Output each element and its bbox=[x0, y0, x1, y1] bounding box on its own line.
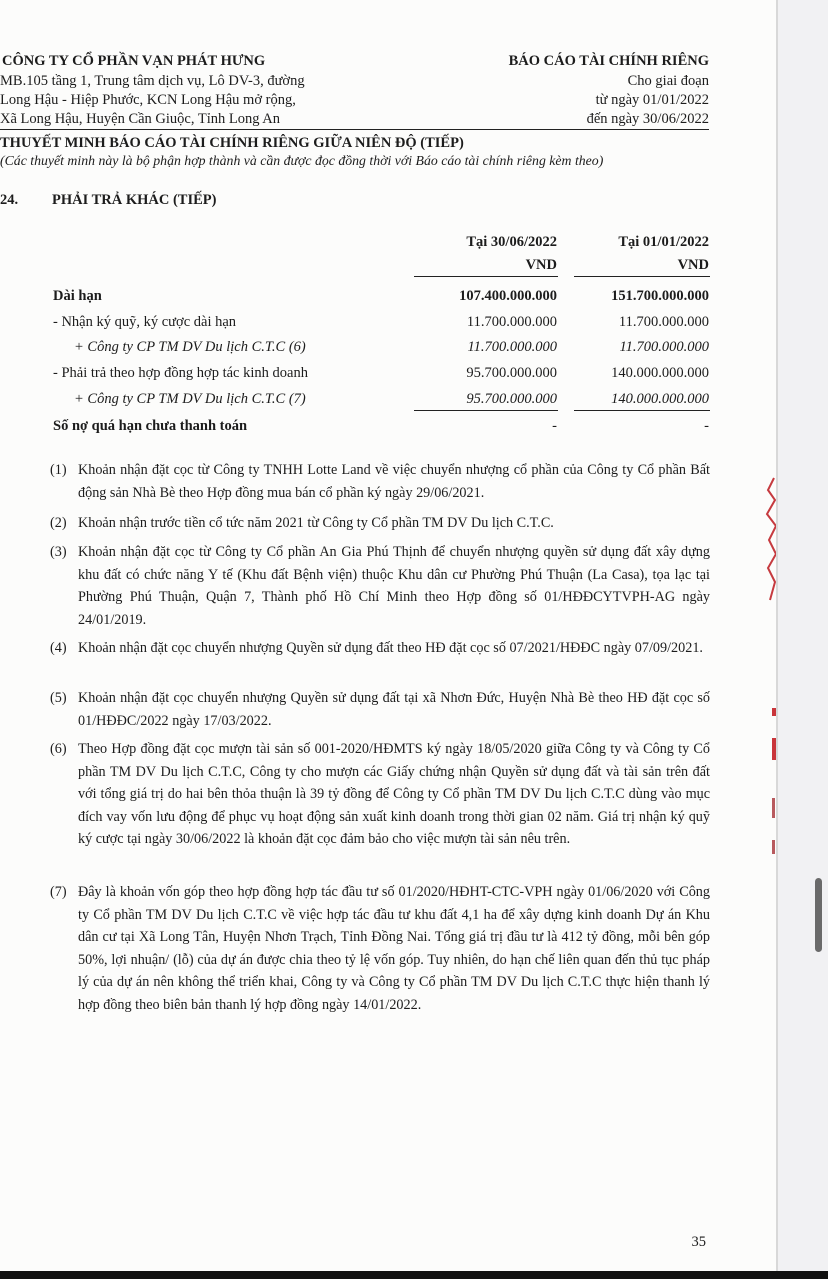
column-2-total-rule bbox=[574, 410, 710, 411]
note-4 bbox=[50, 637, 710, 660]
column-1-date: Tại 30/06/2022 bbox=[466, 234, 557, 250]
bottom-edge-bar bbox=[0, 1271, 828, 1279]
row-label-overdue: Số nợ quá hạn chưa thanh toán bbox=[53, 418, 248, 434]
report-period-line-2: từ ngày 01/01/2022 bbox=[595, 92, 709, 108]
note-3-text: Khoản nhận đặt cọc từ Công ty Cổ phần An Gia Phú Thịnh để chuyển nhượng quyền sử dụng đất xây dựng khu đất có chức năng Y tế (Khu đất Bệnh viện) thuộc Khu dân cư Phường Phú Thuận (La Casa), tọa lạc tại Phường Phú Thuận, Quận 7, Thành phố Hồ Chí Minh theo Hợp đồng số 01/HĐĐCYTVPH-AG ngày 24/01/2019. bbox=[78, 544, 710, 628]
column-2-underline bbox=[574, 276, 710, 277]
report-period-line-3: đến ngày 30/06/2022 bbox=[586, 111, 709, 127]
column-1-total-rule bbox=[414, 410, 558, 411]
stamp-fragment-4 bbox=[772, 840, 775, 854]
page-number: 35 bbox=[691, 1234, 706, 1250]
row-label-ctc-7: + Công ty CP TM DV Du lịch C.T.C (7) bbox=[74, 391, 306, 407]
report-title: BÁO CÁO TÀI CHÍNH RIÊNG bbox=[508, 53, 709, 69]
note-2-label: (2) bbox=[50, 515, 67, 531]
row-ctc-7-value-1: 95.700.000.000 bbox=[466, 391, 557, 407]
note-4-label: (4) bbox=[50, 640, 67, 656]
column-1-underline bbox=[414, 276, 558, 277]
report-period-line-1: Cho giai đoạn bbox=[627, 73, 709, 89]
section-title: PHẢI TRẢ KHÁC (TIẾP) bbox=[52, 192, 217, 208]
note-2-text: Khoản nhận trước tiền cổ tức năm 2021 từ Công ty Cổ phần TM DV Du lịch C.T.C. bbox=[78, 515, 554, 531]
row-ctc-7-value-2: 140.000.000.000 bbox=[611, 391, 709, 407]
row-bcc-payable-value-2: 140.000.000.000 bbox=[611, 365, 709, 381]
note-6-label: (6) bbox=[50, 741, 67, 757]
section-number: 24. bbox=[0, 192, 19, 208]
vertical-scrollbar[interactable] bbox=[815, 878, 822, 952]
company-address-line-1: MB.105 tầng 1, Trung tâm dịch vụ, Lô DV-3, đường bbox=[0, 73, 305, 89]
note-1-text: Khoản nhận đặt cọc từ Công ty TNHH Lotte Land về việc chuyển nhượng cổ phần của Công ty Cổ phần Bất động sản Nhà Bè theo Hợp đồng mua bán cổ phần ký ngày 29/06/2021. bbox=[78, 462, 710, 501]
notes-subtitle: (Các thuyết minh này là bộ phận hợp thành và cần được đọc đồng thời với Báo cáo tài chính riêng kèm theo) bbox=[0, 153, 604, 168]
row-long-term-value-1: 107.400.000.000 bbox=[459, 288, 557, 304]
note-7-text: Đây là khoản vốn góp theo hợp đồng hợp tác đầu tư số 01/2020/HĐHT-CTC-VPH ngày 01/06/2020 với Công ty Cổ phần TM DV Du lịch C.T.C về việc hợp tác đầu tư khu đất 4,1 ha để xây dựng kinh doanh Dự án Khu dân cư tại Xã Long Tân, Huyện Nhơn Trạch, Tỉnh Đồng Nai. Tổng giá trị đầu tư là 412 tỷ đồng, mỗi bên góp 50%, lợi nhuận/ (lỗ) của dự án được chia theo tỷ lệ vốn góp. Tuy nhiên, do hạn chế liên quan đến thủ tục pháp lý của dự án nên không thể triển khai, Công ty và Công ty Cổ phần TM DV Du lịch C.T.C thực hiện thanh lý hợp đồng theo biên bản thanh lý hợp đồng ngày 14/01/2022. bbox=[78, 884, 710, 1013]
row-deposits-value-2: 11.700.000.000 bbox=[618, 314, 709, 330]
header-divider bbox=[0, 129, 709, 130]
note-1 bbox=[50, 459, 710, 504]
row-bcc-payable-value-1: 95.700.000.000 bbox=[466, 365, 557, 381]
note-5-text: Khoản nhận đặt cọc chuyển nhượng Quyền sử dụng đất tại xã Nhơn Đức, Huyện Nhà Bè theo HĐ đặt cọc số 01/HĐĐC/2022 ngày 17/03/2022. bbox=[78, 690, 710, 729]
note-5 bbox=[50, 687, 710, 732]
company-address-line-2: Long Hậu - Hiệp Phước, KCN Long Hậu mở rộng, bbox=[0, 92, 296, 108]
row-deposits-value-1: 11.700.000.000 bbox=[466, 314, 557, 330]
row-long-term-value-2: 151.700.000.000 bbox=[611, 288, 709, 304]
note-3 bbox=[50, 541, 710, 631]
column-2-date: Tại 01/01/2022 bbox=[618, 234, 709, 250]
note-4-text: Khoản nhận đặt cọc chuyển nhượng Quyền sử dụng đất theo HĐ đặt cọc số 07/2021/HĐĐC ngày 07/09/2021. bbox=[78, 640, 703, 656]
row-overdue-value-1: - bbox=[552, 418, 557, 434]
row-overdue-value-2: - bbox=[704, 418, 709, 434]
row-label-ctc-6: + Công ty CP TM DV Du lịch C.T.C (6) bbox=[74, 339, 306, 355]
viewer-gutter bbox=[778, 0, 828, 1279]
note-6-text: Theo Hợp đồng đặt cọc mượn tài sản số 001-2020/HĐMTS ký ngày 18/05/2020 giữa Công ty và Công ty Cổ phần TM DV Du lịch C.T.C, Công ty cho mượn các Giấy chứng nhận Quyền sử dụng đất và tài sản trên đất với tổng giá trị do hai bên thỏa thuận là 39 tỷ đồng để Công ty Cổ phần TM DV Du lịch C.T.C dùng vào mục đích vay vốn lưu động để phục vụ hoạt động sản xuất kinh doanh trong thời gian 02 năm. Giá trị nhận ký quỹ ký cược tại ngày 30/06/2022 là khoản đặt cọc đảm bảo cho việc mượn tài sản nêu trên. bbox=[78, 741, 710, 847]
note-2 bbox=[50, 512, 710, 535]
row-ctc-6-value-2: 11.700.000.000 bbox=[619, 339, 709, 355]
note-5-label: (5) bbox=[50, 690, 67, 706]
row-ctc-6-value-1: 11.700.000.000 bbox=[467, 339, 557, 355]
row-label-long-term: Dài hạn bbox=[53, 288, 102, 304]
note-1-label: (1) bbox=[50, 462, 67, 478]
row-label-deposits: - Nhận ký quỹ, ký cược dài hạn bbox=[53, 314, 237, 330]
company-address-line-3: Xã Long Hậu, Huyện Cần Giuộc, Tỉnh Long An bbox=[0, 111, 281, 127]
note-7 bbox=[50, 881, 710, 1016]
column-1-unit: VND bbox=[525, 257, 557, 273]
notes-title: THUYẾT MINH BÁO CÁO TÀI CHÍNH RIÊNG GIỮA NIÊN ĐỘ (TIẾP) bbox=[0, 135, 464, 151]
company-name: CÔNG TY CỔ PHẦN VẠN PHÁT HƯNG bbox=[2, 53, 266, 69]
note-6 bbox=[50, 738, 710, 851]
note-7-label: (7) bbox=[50, 884, 67, 900]
stamp-fragment-3 bbox=[772, 798, 775, 818]
note-3-label: (3) bbox=[50, 544, 67, 560]
column-2-unit: VND bbox=[677, 257, 709, 273]
row-label-bcc-payable: - Phải trả theo hợp đồng hợp tác kinh doanh bbox=[53, 365, 308, 381]
